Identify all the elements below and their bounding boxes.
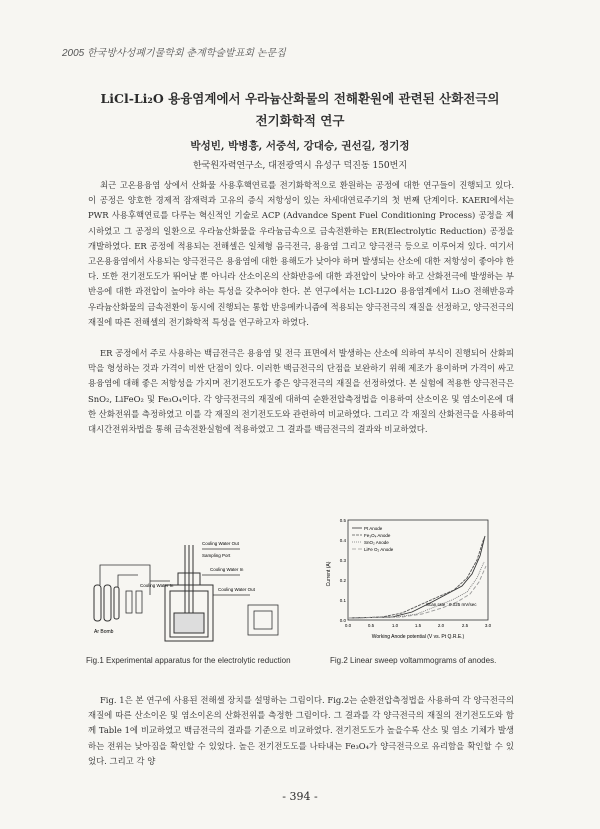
x-tick-label: 2.5 <box>461 623 469 628</box>
legend-sno2: SnO₂ Anode <box>364 540 389 545</box>
y-tick-label: 0.0 <box>339 618 346 623</box>
y-tick-label: 0.2 <box>339 578 346 583</box>
ar-bomb-cylinders <box>94 585 119 621</box>
y-tick-label: 0.4 <box>339 538 346 543</box>
legend-pt: Pt Anode <box>364 526 383 531</box>
y-tick-label: 0.3 <box>339 558 346 563</box>
label-cooling-out-2: Cooling Water Out <box>218 587 255 592</box>
figure-2-caption: Fig.2 Linear sweep voltammograms of anodes. <box>330 656 497 665</box>
x-tick-label: 0.5 <box>367 623 375 628</box>
legend <box>352 526 394 552</box>
title-line-2: 전기화학적 연구 <box>255 113 345 128</box>
label-cooling-out: Cooling Water Out <box>202 541 239 546</box>
x-axis-label: Working Anode potential (V vs. Pt Q.R.E.) <box>371 634 465 640</box>
affiliation: 한국원자력연구소, 대전광역시 유성구 덕진동 150번지 <box>192 161 408 171</box>
paragraph-results: Fig. 1은 본 연구에 사용된 전해셀 장치를 설명하는 그림이다. Fig.2는 순환전압측정법을 사용하여 각 양극전극의 재질에 따른 산소이온 및 염소이온의 산화전위를 측정한 그림이다. 그 결과를 각 양극전극의 재질의 전기전도도와 함께 Table 1에 비교하였고 백금전극의 결과를 기준으로 비교하였다. 전기전도도가 높을수록 산소 및 염소 기체가 발생하는 전위는 낮아짐을 확인할 수 있었다. 높은 전기전도도를 나타내는 Fe₃O₄가 양극전극으로 유리함을 확인할 수 있었다. 그리고 각 양 <box>88 695 514 766</box>
y-tick-label: 0.1 <box>339 598 346 603</box>
paragraph-intro: 최근 고온용융염 상에서 산화물 사용후핵연료를 전기화학적으로 환원하는 공정에 대한 연구들이 진행되고 있다. 이 공정은 양호한 경제적 잠재력과 고유의 증식 저항성이 있는 차세대연료주기의 첫 번째 단계이다. KAERI에서는 PWR 사용후핵연료를 다루는 혁신적인 기술로 ACP (Advandce Spent Fuel Conditioning Process) 공정을 제시하였고 그 공정의 일환으로 우라늄산화물을 우라늄금속으로 금속전환하는 ER(Electrolytic Reduction) 공정을 개발하였다. ER 공정에 적용되는 전해셀은 일체형 음극전극, 용융염 그리고 양극전극 등으로 이루어져 있다. 여기서 고온용융염에서 사용되는 양극전극은 용융염에 대한 용해도가 낮아야 하며 발생되는 산소에 대한 저항성이 좋아야 한다. 또한 전기전도도가 뛰어날 뿐 아니라 산소이온의 산화반응에 대한 과전압이 낮아야 하고 산화전극에 발생하는 부반응에 대한 과전압이 높아야 하는 특성을 갖추어야 한다. 본 연구에서는 LCl-Li2O 용융염계에서 Li₂O 전해반응과 우라늄산화물의 금속전환이 동시에 진행되는 통합 반응메카니즘에 적용되는 양극전극의 재질을 선정하고, 양극전극의 재질에 따른 전해셀의 전기화학적 특성을 연구하고자 하였다. <box>88 180 514 327</box>
title-line-1: LiCl-Li₂O 용융염계에서 우라늄산화물의 전해환원에 관련된 산화전극의 <box>100 91 500 106</box>
x-tick-label: 1.0 <box>391 623 399 628</box>
y-axis-label: Current (A) <box>326 561 332 587</box>
x-tick-label: 3.0 <box>484 623 492 628</box>
legend-fe3o4: Fe₃O₄ Anode <box>364 533 391 538</box>
x-tick-label: 0.0 <box>344 623 352 628</box>
ar-bomb-label: Ar Bomb <box>94 629 114 635</box>
side-unit <box>248 605 278 635</box>
x-tick-label: 1.5 <box>414 623 422 628</box>
curve-lifeo2 <box>348 566 486 618</box>
y-ticks <box>340 518 347 623</box>
label-cooling-in: Cooling Water In <box>210 567 244 572</box>
x-tick-label: 2.0 <box>437 623 445 628</box>
author-list: 박성빈, 박병흥, 서중석, 강대승, 권선길, 정기정 <box>190 140 410 152</box>
figure-2-voltammogram <box>322 516 492 646</box>
figure-1-caption: Fig.1 Experimental apparatus for the electrolytic reduction <box>86 656 291 665</box>
page-number: - 394 - <box>282 790 318 803</box>
furnace-cell <box>165 545 213 641</box>
x-ticks <box>345 623 492 628</box>
paragraph-materials: ER 공정에서 주로 사용하는 백금전극은 용융염 및 전극 표면에서 발생하는 산소에 의하여 부식이 진행되어 산화피막을 형성하는 것과 가격이 비싼 단점이 있다. 이러한 백금전극의 단점을 보완하기 위해 제조가 용이하며 가격이 싸고 용융염에 대해 좋은 저항성을 가지며 전기전도도가 좋은 양극전극의 재질을 선정하였다. 본 실험에 적용한 양극전극은 SnO₂, LiFeO₂ 및 Fe₃O₄이다. 각 양극전극의 재질에 대하여 순환전압측정법을 이용하여 산소이온 및 염소이온에 대한 산화전위를 측정하였고 이를 각 재질의 전기전도도와 관련하여 비교하였다. 그리고 각 재질의 산화전극을 사용하여 대시간전위차법을 통해 금속전환실험에 적용하였고 그 결과를 백금전극의 결과와 비교하였다. <box>88 348 514 435</box>
y-tick-label: 0.5 <box>339 518 346 523</box>
label-sampling-port: Sampling Port <box>202 553 231 558</box>
label-cooling-in-2: Cooling Water In <box>140 583 174 588</box>
legend-lifeo2: LiFe O₂ Anode <box>364 547 394 552</box>
running-header: 2005 한국방사성폐기물학회 춘계학술발표회 논문집 <box>62 48 286 59</box>
gas-lines <box>100 565 150 613</box>
figure-1-apparatus <box>90 525 290 647</box>
scan-rate-annotation: Scan rate : 0.025 mV/sec <box>426 602 477 607</box>
